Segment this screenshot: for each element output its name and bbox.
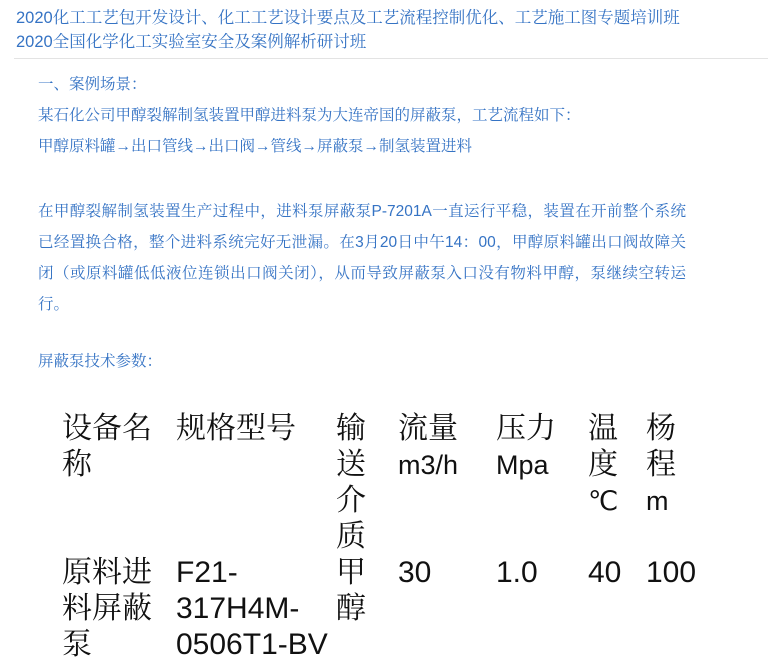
document-header (0, 0, 782, 54)
table-header-temperature-unit: ℃ (588, 486, 619, 516)
case-intro-text: 某石化公司甲醇裂解制氢装置甲醇进料泵为大连帝国的屏蔽泵，工艺流程如下： (38, 107, 581, 124)
table-header-flow-name: 流量 (398, 412, 458, 445)
table-header-model: 规格型号 (176, 412, 296, 445)
table-header-flow (398, 411, 496, 555)
table-header-pressure-name: 压力 (496, 412, 556, 445)
table-header-equipment-name: 设备名称 (62, 412, 152, 481)
table-header-head-name: 杨程 (646, 412, 676, 481)
header-title-line-1: 2020化工工艺包开发设计、化工工艺设计要点及工艺流程控制优化、工艺施工图专题培训班 (16, 9, 680, 27)
table-header-temperature-name: 温度 (588, 412, 618, 481)
case-description-text: 在甲醇裂解制氢装置生产过程中，进料泵屏蔽泵P-7201A一直运行平稳，装置在开前整个系统已经置换合格，整个进料系统完好无泄漏。在3月20日中午14：00，甲醇原料罐出口阀故障关闭（或原料罐低低液位连锁出口阀关闭），从而导致屏蔽泵入口没有物料甲醇，泵继续空转运行。 (38, 203, 686, 313)
header-title-line-2: 2020全国化学化工实验室安全及案例解析研讨班 (16, 33, 367, 51)
cell-equipment-name: 原料进料屏蔽泵 (62, 556, 152, 661)
cell-model: F21-317H4M-0506T1-BV (176, 556, 328, 661)
spacer-2 (38, 320, 752, 346)
pump-spec-table (62, 411, 708, 663)
spacer-1 (38, 162, 752, 196)
table-header-pressure (496, 411, 588, 555)
cell-pressure: 1.0 (496, 556, 538, 589)
table-header-head-unit: m (646, 486, 669, 516)
cell-flow: 30 (398, 556, 432, 589)
section-title: 一、案例场景： (38, 76, 147, 93)
table-row (62, 555, 708, 663)
table-header-temperature (588, 411, 646, 555)
table-header-flow-unit: m3/h (398, 450, 459, 480)
table-header-pressure-unit: Mpa (496, 450, 549, 480)
cell-temperature: 40 (588, 556, 622, 589)
table-caption: 屏蔽泵技术参数： (38, 353, 163, 370)
table-header-head (646, 411, 708, 555)
document-body (0, 59, 782, 663)
process-flow-text: 甲醇原料罐→出口管线→出口阀→管线→屏蔽泵→制氢装置进料 (38, 138, 473, 155)
cell-medium: 甲醇 (336, 556, 366, 625)
table-header-row (62, 411, 708, 555)
table-header-medium: 输送介质 (336, 412, 366, 553)
cell-head: 100 (646, 556, 697, 589)
